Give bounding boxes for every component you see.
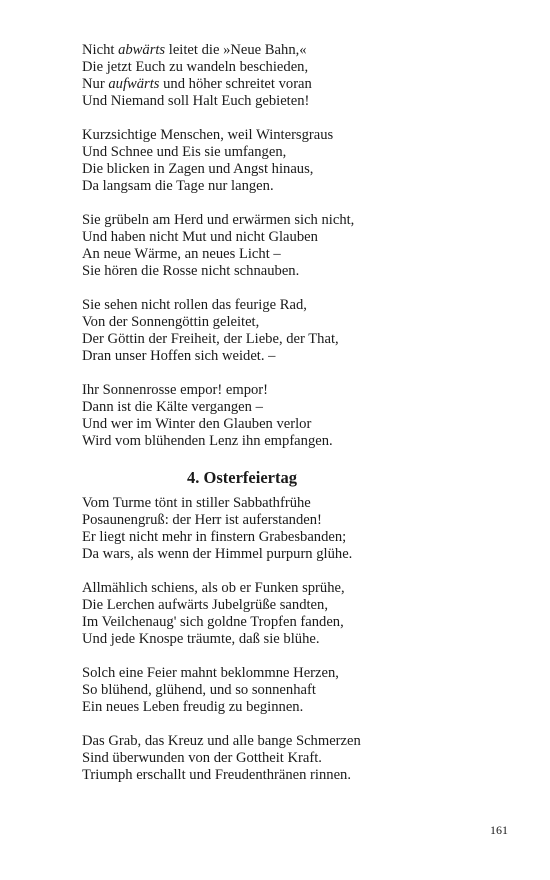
verse-text: Ihr Sonnenrosse empor! empor! [82,382,269,398]
verse-text: Posaunengruß: der Herr ist auferstanden! [82,512,322,528]
verse-text: So blühend, glühend, und so sonnenhaft [82,682,316,698]
verse-line [82,529,502,546]
verse-line [82,144,502,161]
stanza [82,382,502,450]
stanza [82,495,502,563]
verse-line [82,597,502,614]
verse-text: leitet die »Neue Bahn,« [165,42,307,58]
stanza [82,212,502,280]
verse-text: Das Grab, das Kreuz und alle bange Schmerzen [82,733,361,749]
stanza [82,733,502,784]
verse-line [82,127,502,144]
page-number: 161 [490,823,508,837]
verse-line [82,348,502,365]
verse-text: Dran unser Hoffen sich weidet. – [82,348,276,364]
verse-line [82,297,502,314]
verse-text: Die Lerchen aufwärts Jubelgrüße sandten, [82,597,328,613]
verse-text: Und jede Knospe träumte, daß sie blühe. [82,631,320,647]
stanza [82,42,502,110]
verse-text: Wird vom blühenden Lenz ihn empfangen. [82,433,333,449]
verse-line [82,246,502,263]
emphasized-word: aufwärts [108,76,160,92]
verse-line [82,767,502,784]
verse-line [82,178,502,195]
emphasized-word: abwärts [118,42,166,58]
verse-text: Sind überwunden von der Gottheit Kraft. [82,750,322,766]
verse-line [82,42,502,59]
verse-text: Nur [82,76,109,92]
verse-line [82,512,502,529]
verse-line [82,331,502,348]
verse-line [82,229,502,246]
verse-line [82,699,502,716]
verse-text: Vom Turme tönt in stiller Sabbathfrühe [82,495,311,511]
verse-line [82,495,502,512]
stanza [82,297,502,365]
verse-line [82,76,502,93]
verse-text: Kurzsichtige Menschen, weil Wintersgraus [82,127,334,143]
verse-text: Sie hören die Rosse nicht schnauben. [82,263,300,279]
stanza [82,127,502,195]
verse-line [82,93,502,110]
verse-line [82,665,502,682]
verse-text: Im Veilchenaug' sich goldne Tropfen fanden, [82,614,344,630]
verse-text: Der Göttin der Freiheit, der Liebe, der That, [82,331,339,347]
verse-text: Triumph erschallt und Freudenthränen rinnen. [82,767,351,783]
verse-line [82,682,502,699]
poem-continued [82,42,502,450]
verse-text: Von der Sonnengöttin geleitet, [82,314,260,330]
verse-text: An neue Wärme, an neues Licht – [82,246,281,262]
poem-heading: 4. Osterfeiertag [187,468,297,487]
verse-text: Dann ist die Kälte vergangen – [82,399,263,415]
verse-text: Sie grübeln am Herd und erwärmen sich nicht, [82,212,355,228]
next-poem [82,495,502,784]
verse-text: Sie sehen nicht rollen das feurige Rad, [82,297,307,313]
verse-line [82,433,502,450]
verse-text: Solch eine Feier mahnt beklommne Herzen, [82,665,339,681]
verse-text: Die blicken in Zagen und Angst hinaus, [82,161,314,177]
verse-text: Nicht [82,42,119,58]
verse-text: Da wars, als wenn der Himmel purpurn glühe. [82,546,353,562]
verse-line [82,750,502,767]
verse-text: Die jetzt Euch zu wandeln beschieden, [82,59,309,75]
verse-line [82,416,502,433]
verse-line [82,263,502,280]
verse-line [82,382,502,399]
verse-text: Da langsam die Tage nur langen. [82,178,274,194]
verse-text: und höher schreitet voran [159,76,312,92]
verse-text: Und Schnee und Eis sie umfangen, [82,144,287,160]
stanza [82,665,502,716]
verse-line [82,733,502,750]
verse-text: Er liegt nicht mehr in finstern Grabesbanden; [82,529,347,545]
verse-text: Allmählich schiens, als ob er Funken sprühe, [82,580,345,596]
verse-text: Und wer im Winter den Glauben verlor [82,416,312,432]
verse-line [82,631,502,648]
verse-line [82,212,502,229]
verse-line [82,161,502,178]
verse-line [82,399,502,416]
verse-line [82,580,502,597]
text-block [82,42,502,801]
verse-line [82,614,502,631]
verse-text: Ein neues Leben freudig zu beginnen. [82,699,304,715]
verse-line [82,314,502,331]
stanza [82,580,502,648]
verse-text: Und Niemand soll Halt Euch gebieten! [82,93,310,109]
verse-text: Und haben nicht Mut und nicht Glauben [82,229,318,245]
verse-line [82,59,502,76]
verse-line [82,546,502,563]
